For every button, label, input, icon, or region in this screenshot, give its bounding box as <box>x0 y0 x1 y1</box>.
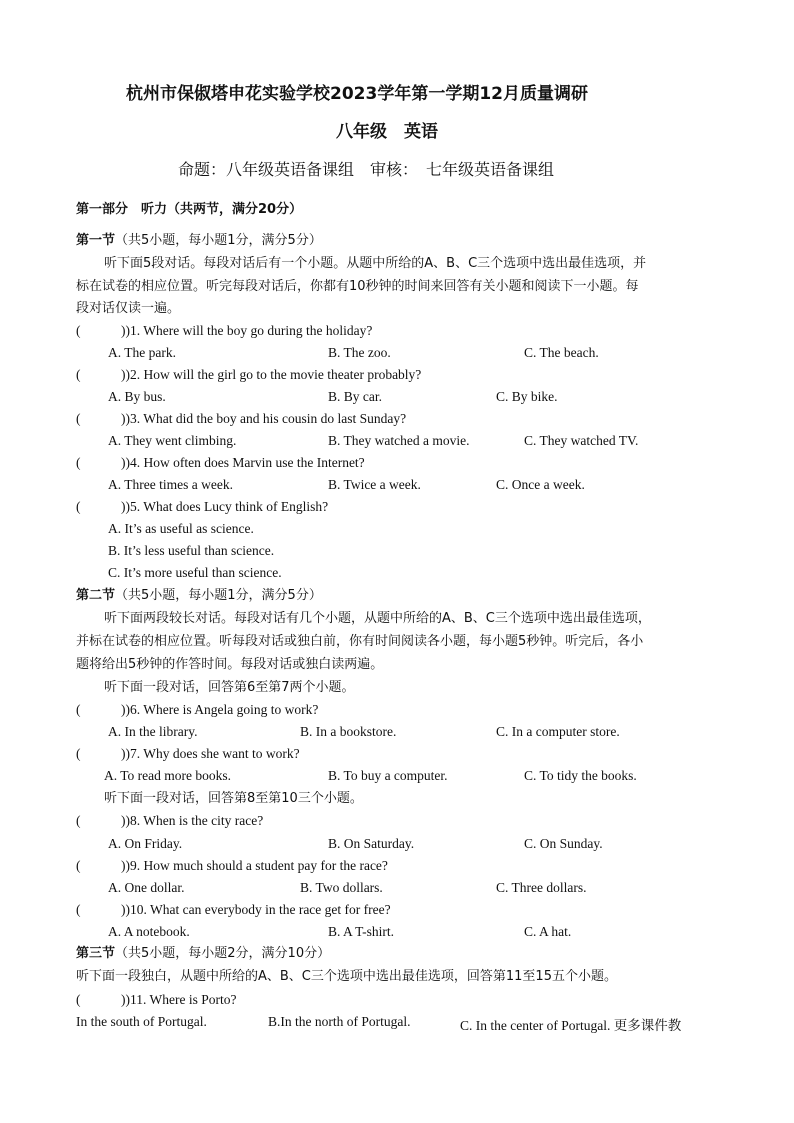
option-b: B.In the north of Portugal. <box>268 1014 411 1029</box>
option-c: C. A hat. <box>524 924 572 939</box>
question-5 <box>76 499 328 515</box>
section2-lead-2: 听下面一段对话，回答第8至第10三个小题。 <box>104 791 363 806</box>
option-b: B. They watched a movie. <box>328 433 470 448</box>
author-line: 命题：八年级英语备课组 审核： 七年级英语备课组 <box>178 160 555 179</box>
option-a: A. In the library. <box>108 724 198 739</box>
option-a: A. It’s as useful as science. <box>108 521 254 536</box>
section3-instruction-1: 听下面一段独白，从题中所给的A、B、C三个选项中选出最佳选项，回答第11至15五个小题。 <box>76 969 617 984</box>
option-a: A. The park. <box>108 345 176 360</box>
option-c: C. On Sunday. <box>524 836 603 851</box>
answer-bracket[interactable]: ( ) <box>76 455 126 470</box>
option-c: C. It’s more useful than science. <box>108 565 282 580</box>
question-2 <box>76 367 421 383</box>
option-a: A. One dollar. <box>108 880 185 895</box>
option-b: B. To buy a computer. <box>328 768 448 783</box>
question-text: )8. When is the city race? <box>125 813 264 828</box>
option-c: C. Three dollars. <box>496 880 587 895</box>
section2-heading <box>76 588 322 604</box>
section2-instruction-1: 听下面两段较长对话。每段对话有几个小题，从题中所给的A、B、C三个选项中选出最佳选项， <box>104 611 651 626</box>
question-1 <box>76 323 372 339</box>
option-c: C. To tidy the books. <box>524 768 637 783</box>
question-text: )11. Where is Porto? <box>125 992 237 1007</box>
option-c: C. In the center of Portugal. 更多课件教 <box>460 1018 682 1033</box>
answer-bracket[interactable]: ( ) <box>76 858 126 873</box>
exam-subtitle: 八年级 英语 <box>336 122 438 142</box>
question-3 <box>76 411 406 427</box>
option-c: C. The beach. <box>524 345 599 360</box>
question-4 <box>76 455 365 471</box>
answer-bracket[interactable]: ( ) <box>76 323 126 338</box>
section2-label: 第二节 <box>76 588 116 603</box>
question-text: )10. What can everybody in the race get for free? <box>125 902 391 917</box>
question-text: )4. How often does Marvin use the Internet? <box>125 455 365 470</box>
option-a: A. Three times a week. <box>108 477 233 492</box>
option-b: B. On Saturday. <box>328 836 415 851</box>
option-b: B. Two dollars. <box>300 880 383 895</box>
answer-bracket[interactable]: ( ) <box>76 813 126 828</box>
option-b: B. It’s less useful than science. <box>108 543 275 558</box>
question-text: )3. What did the boy and his cousin do last Sunday? <box>125 411 407 426</box>
answer-bracket[interactable]: ( ) <box>76 367 126 382</box>
option-a: A. On Friday. <box>108 836 183 851</box>
question-text: )2. How will the girl go to the movie theater probably? <box>125 367 422 382</box>
question-7 <box>76 746 300 762</box>
question-9 <box>76 858 388 874</box>
question-text: )6. Where is Angela going to work? <box>125 702 319 717</box>
option-b: B. The zoo. <box>328 345 391 360</box>
part1-heading: 第一部分 听力（共两节，满分20分） <box>76 202 303 217</box>
answer-bracket[interactable]: ( ) <box>76 992 126 1007</box>
option-a: A. They went climbing. <box>108 433 237 448</box>
section1-instruction-3: 段对话仅读一遍。 <box>76 301 181 316</box>
answer-bracket[interactable]: ( ) <box>76 411 126 426</box>
option-b: B. A T-shirt. <box>328 924 395 939</box>
option-c: C. They watched TV. <box>524 433 639 448</box>
option-a: A. A notebook. <box>108 924 190 939</box>
option-a: In the south of Portugal. <box>76 1014 207 1029</box>
section1-instruction-1: 听下面5段对话。每段对话后有一个小题。从题中所给的A、B、C三个选项中选出最佳选项，并 <box>104 256 647 271</box>
option-c: C. In a computer store. <box>496 724 620 739</box>
option-b: B. Twice a week. <box>328 477 421 492</box>
section1-instruction-2: 标在试卷的相应位置。听完每段对话后，你都有10秒钟的时间来回答有关小题和阅读下一小题。每 <box>76 279 639 294</box>
question-6 <box>76 702 318 718</box>
answer-bracket[interactable]: ( ) <box>76 702 126 717</box>
option-c: C. Once a week. <box>496 477 585 492</box>
question-text: )1. Where will the boy go during the holiday? <box>125 323 373 338</box>
section2-instruction-3: 题将给出5秒钟的作答时间。每段对话或独白读两遍。 <box>76 657 384 672</box>
option-a: A. To read more books. <box>104 768 232 783</box>
option-b: B. By car. <box>328 389 382 404</box>
section1-heading <box>76 233 322 249</box>
exam-title: 杭州市保俶塔申花实验学校2023学年第一学期12月质量调研 <box>126 84 588 104</box>
option-a: A. By bus. <box>108 389 166 404</box>
answer-bracket[interactable]: ( ) <box>76 499 126 514</box>
option-b: B. In a bookstore. <box>300 724 397 739</box>
question-text: )5. What does Lucy think of English? <box>125 499 329 514</box>
section1-note: （共5小题，每小题1分，满分5分） <box>115 233 322 248</box>
question-10 <box>76 902 391 918</box>
section3-label: 第三节 <box>76 946 116 961</box>
section2-instruction-2: 并标在试卷的相应位置。听每段对话或独白前，你有时间阅读各小题，每小题5秒钟。听完后，各小 <box>76 634 644 649</box>
option-c: C. By bike. <box>496 389 558 404</box>
section2-note: （共5小题，每小题1分，满分5分） <box>115 588 322 603</box>
answer-bracket[interactable]: ( ) <box>76 746 126 761</box>
question-text: )9. How much should a student pay for the race? <box>125 858 388 873</box>
section2-lead-1: 听下面一段对话，回答第6至第7两个小题。 <box>104 680 355 695</box>
question-11 <box>76 992 236 1008</box>
question-8 <box>76 813 263 829</box>
answer-bracket[interactable]: ( ) <box>76 902 126 917</box>
section1-label: 第一节 <box>76 233 116 248</box>
section3-heading <box>76 946 330 962</box>
question-text: )7. Why does she want to work? <box>125 746 300 761</box>
section3-note: （共5小题，每小题2分，满分10分） <box>115 946 331 961</box>
